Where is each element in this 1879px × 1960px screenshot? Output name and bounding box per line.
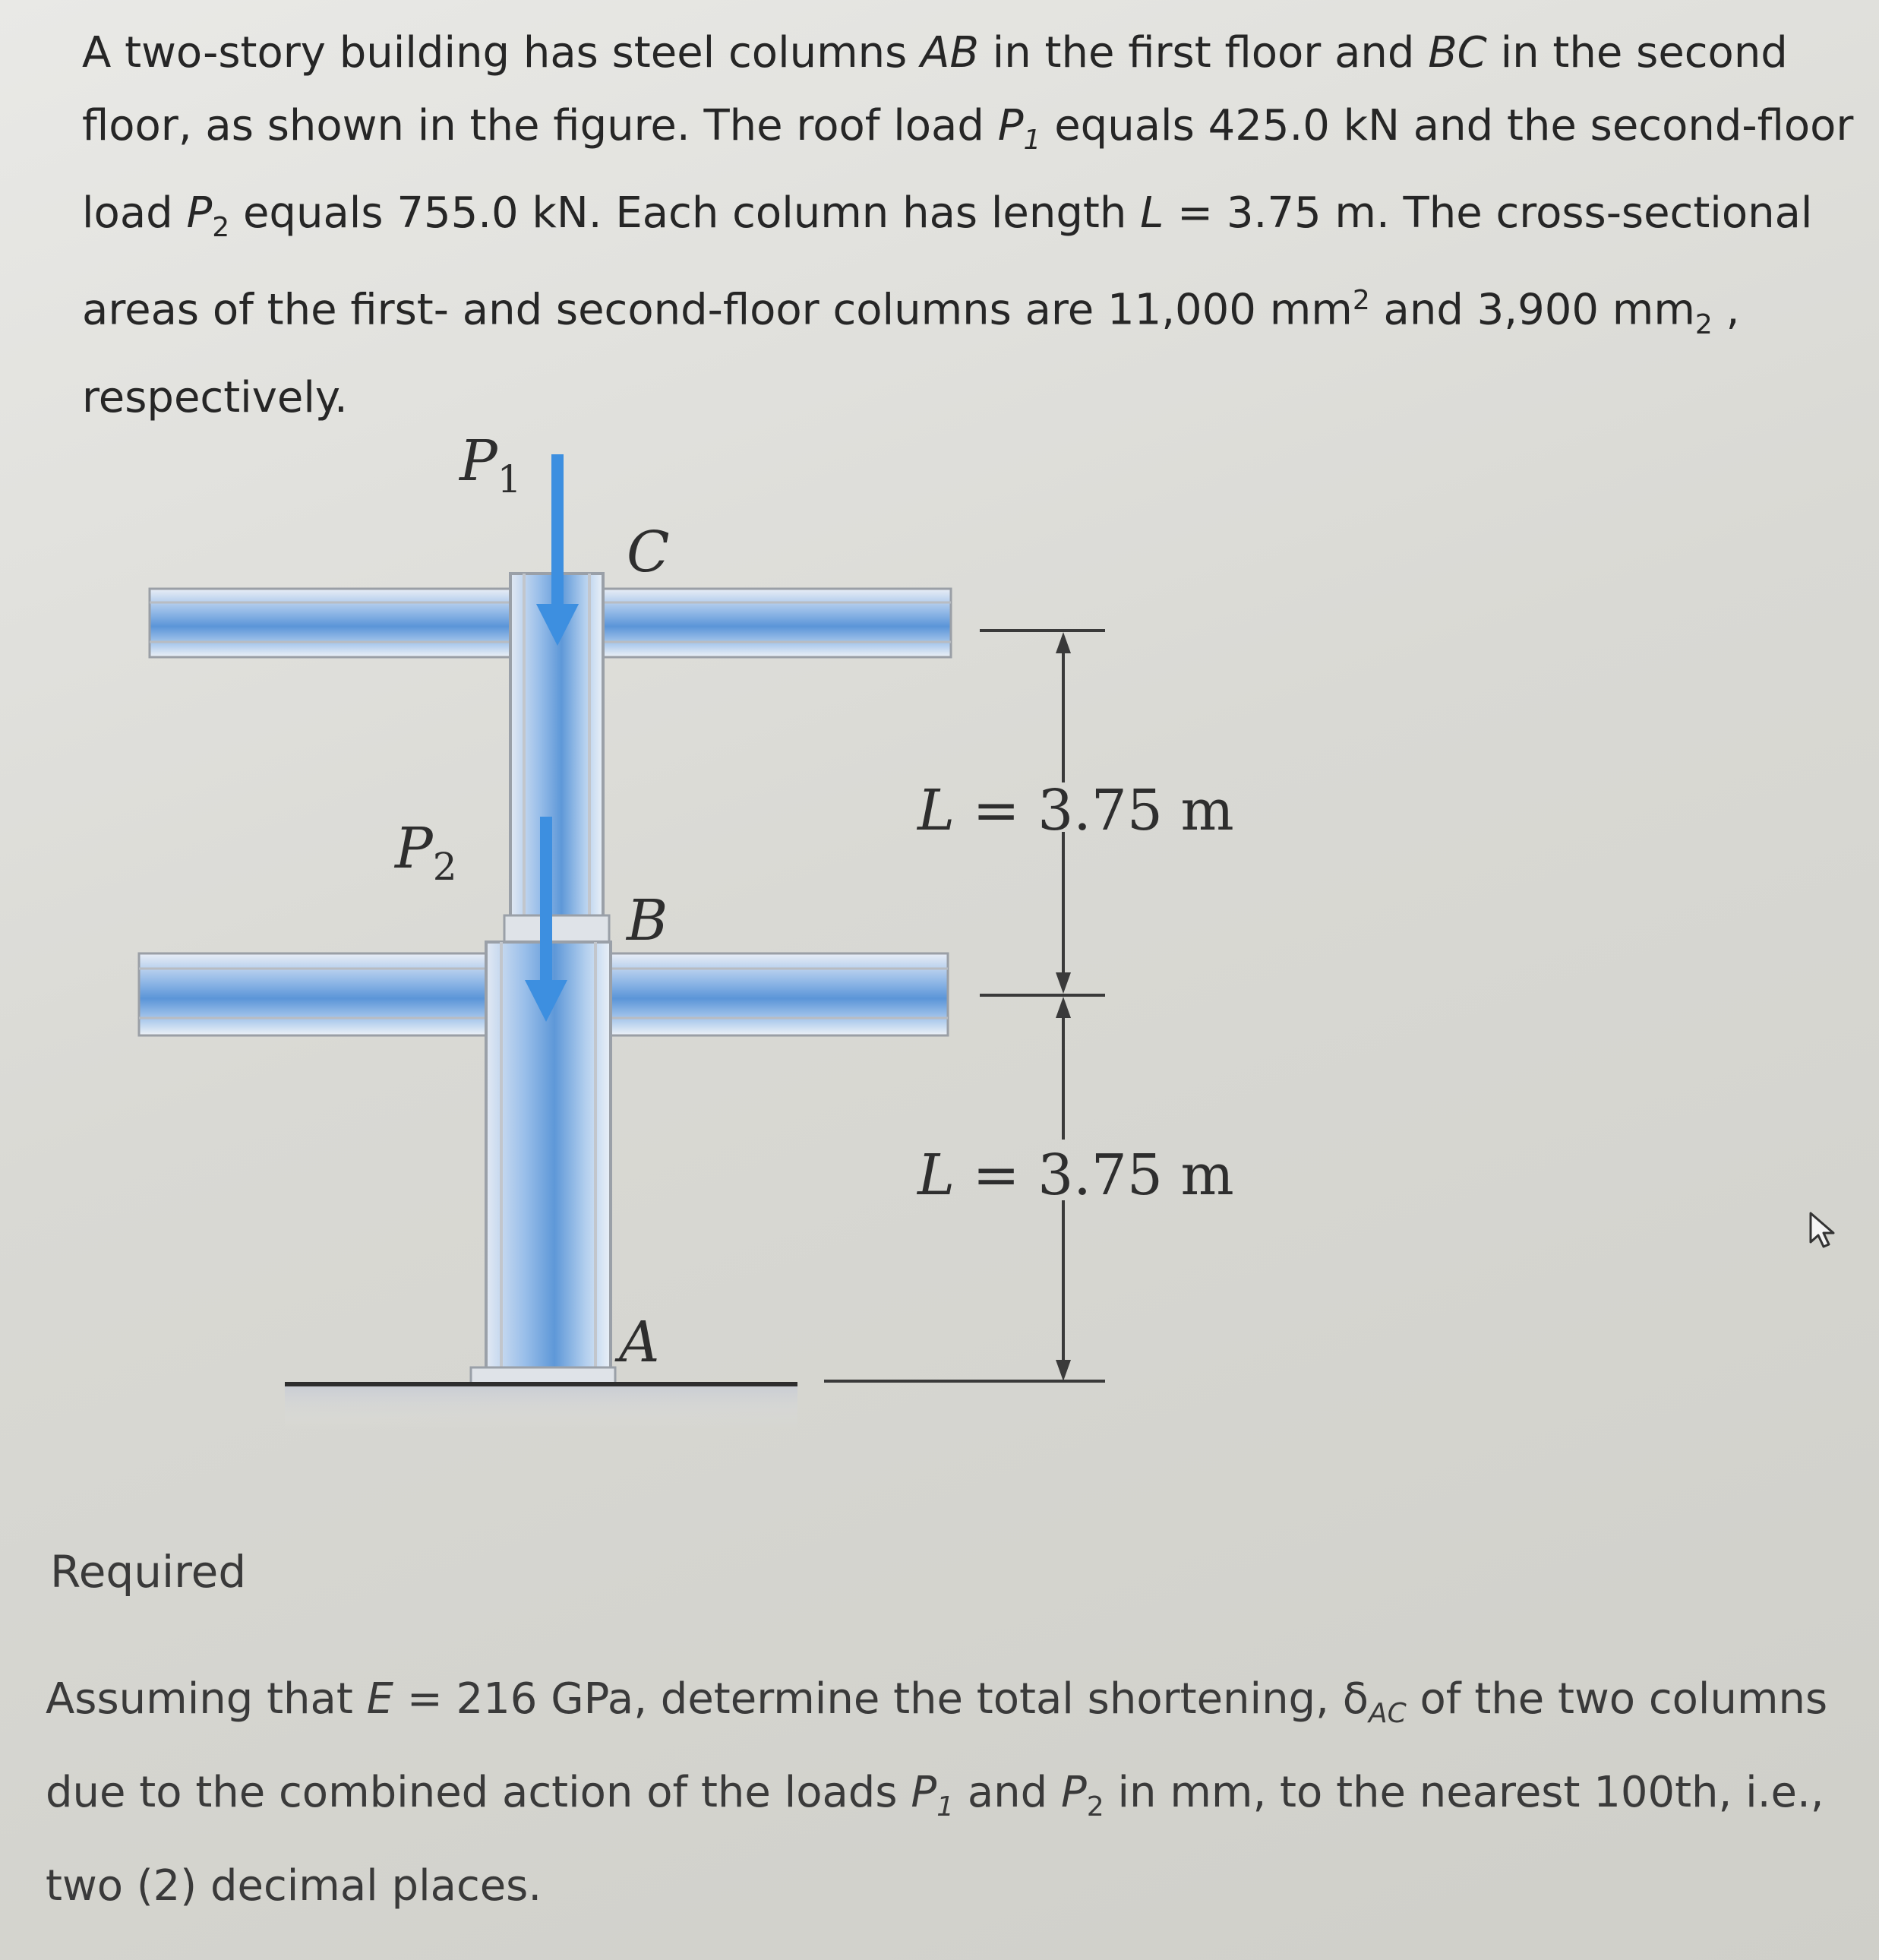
var-p: P — [911, 1768, 937, 1818]
text: of the two columns — [1406, 1674, 1828, 1724]
subscript: 2 — [1086, 1791, 1104, 1823]
var-p: P — [997, 101, 1024, 150]
var-p: P — [186, 188, 213, 239]
var-l: L — [1140, 188, 1164, 239]
var-e: E — [366, 1674, 394, 1724]
text: A two-story building has steel columns — [82, 28, 921, 77]
subscript: AC — [1368, 1698, 1407, 1730]
label-a: A — [619, 1310, 660, 1375]
var-p: P — [395, 816, 433, 881]
arrowhead — [1056, 632, 1071, 653]
text: Assuming that — [46, 1674, 367, 1724]
var-p: P — [1061, 1768, 1087, 1818]
text: in the second — [1486, 28, 1788, 77]
label-b: B — [627, 888, 668, 953]
text: two (2) decimal places. — [46, 1861, 542, 1911]
subscript: 2 — [1694, 309, 1713, 341]
text: and 3,900 mm — [1369, 286, 1695, 336]
superscript: 2 — [1352, 285, 1370, 317]
subscript: 1 — [936, 1791, 955, 1823]
arrowhead — [1056, 1360, 1071, 1381]
text: in the first floor and — [978, 28, 1429, 77]
text: load — [82, 188, 187, 239]
var-l: L — [917, 778, 955, 843]
text: floor, as shown in the figure. The roof load — [82, 101, 998, 150]
label-c: C — [627, 520, 670, 585]
text: equals 425.0 kN and the second-floor — [1041, 101, 1854, 150]
text: due to the combined action of the loads — [46, 1768, 911, 1818]
text: = 3.75 m — [955, 1143, 1234, 1208]
dimension-lines — [980, 631, 1105, 1381]
subscript: 2 — [432, 844, 457, 889]
var-l: L — [917, 1143, 955, 1208]
required-text — [46, 1660, 1828, 1926]
required-line-1 — [46, 1660, 1828, 1753]
text: in mm, to the nearest 100th, i.e., — [1104, 1768, 1824, 1818]
text: = 3.75 m. The cross-sectional — [1164, 188, 1813, 239]
subscript: 1 — [1023, 125, 1041, 156]
label-p1 — [459, 428, 522, 501]
arrowhead — [1056, 997, 1071, 1018]
subscript: 2 — [212, 212, 230, 244]
subscript: 1 — [497, 457, 522, 501]
text: = 216 GPa, determine the total shortening, δ — [393, 1674, 1369, 1724]
text: respectively. — [82, 373, 348, 423]
required-line-3 — [46, 1847, 1777, 1926]
mouse-pointer-icon — [1808, 1212, 1846, 1250]
arrowhead — [1056, 972, 1071, 994]
text: = 3.75 m — [955, 778, 1234, 843]
text: and — [954, 1768, 1061, 1818]
text: equals 755.0 kN. Each column has length — [229, 188, 1141, 239]
text: areas of the first- and second-floor columns are 11,000 mm — [82, 286, 1353, 336]
ground — [285, 1381, 1105, 1430]
var-bc: BC — [1428, 28, 1487, 77]
required-line-2 — [46, 1753, 1824, 1847]
var-ab: AB — [921, 28, 979, 77]
label-p2 — [395, 816, 457, 889]
dimension-label-upper — [917, 778, 1234, 843]
required-heading: Required — [50, 1546, 247, 1598]
var-p: P — [459, 428, 497, 494]
text: , — [1712, 286, 1740, 336]
dimension-label-lower — [917, 1143, 1234, 1208]
